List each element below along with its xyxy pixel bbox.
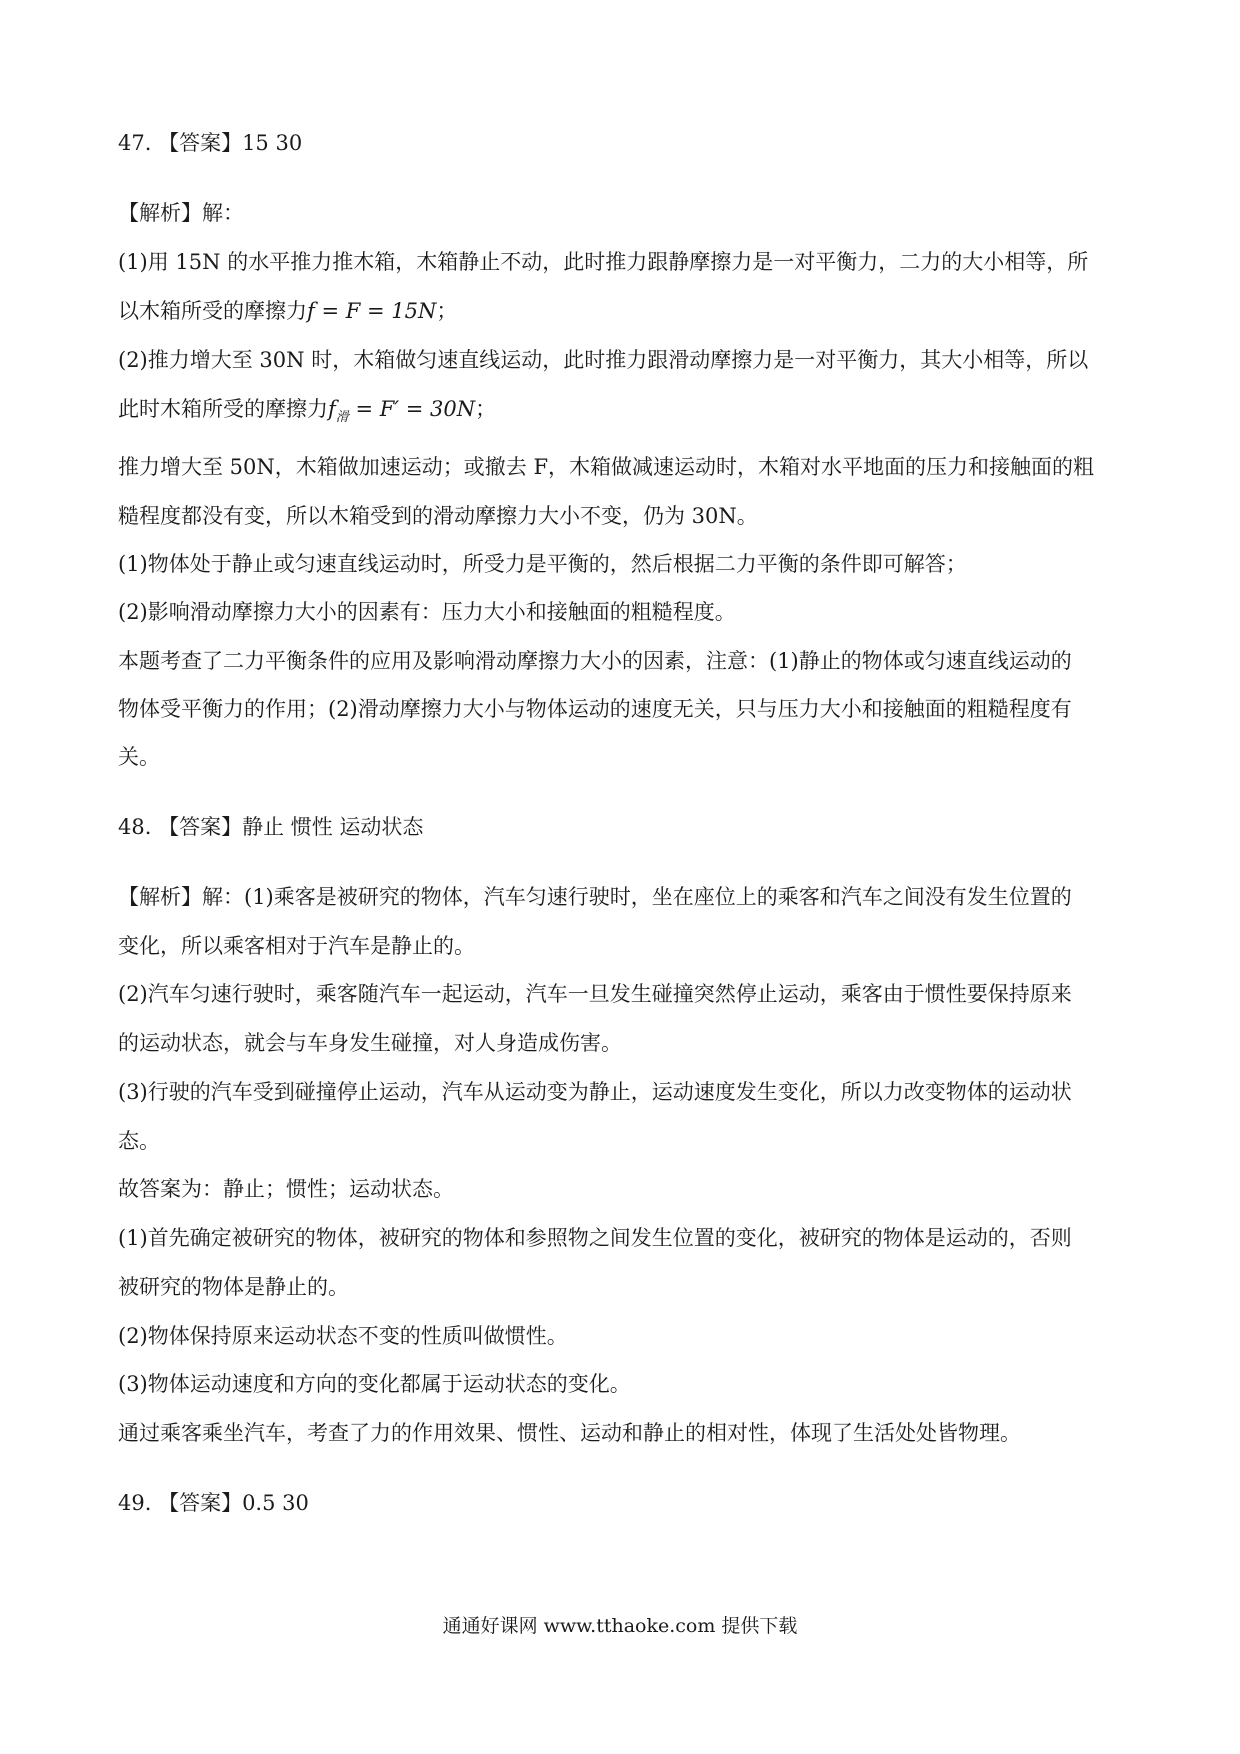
- q47-friction-formula: f = F = 15N: [307, 299, 437, 323]
- q48-line-1: 【解析】解：(1)乘客是被研究的物体，汽车匀速行驶时，坐在座位上的乘客和汽车之间没有发生位置的: [118, 885, 1072, 909]
- page-footer: 通通好课网 www.tthaoke.com 提供下载: [442, 1615, 798, 1637]
- q47-line-2-text: 以木箱所受的摩擦力: [118, 299, 307, 323]
- q47-line-5: 推力增大至 50N，木箱做加速运动；或撤去 F，木箱做减速运动时，木箱对水平地面的压力和接触面的粗: [118, 455, 1095, 479]
- q47-answer: 47. 【答案】15 30: [118, 131, 303, 155]
- q48-line-9: 被研究的物体是静止的。: [118, 1275, 349, 1299]
- q48-line-2: 变化，所以乘客相对于汽车是静止的。: [118, 934, 475, 958]
- q47-sliding-friction-formula: = F′ = 30N: [348, 397, 476, 421]
- q48-line-8: (1)首先确定被研究的物体，被研究的物体和参照物之间发生位置的变化，被研究的物体是运动的，否则: [118, 1226, 1072, 1250]
- q48-line-5: (3)行驶的汽车受到碰撞停止运动，汽车从运动变为静止，运动速度发生变化，所以力改变物体的运动状: [118, 1080, 1072, 1104]
- q47-line-2: [118, 296, 1130, 326]
- q48-line-3: (2)汽车匀速行驶时，乘客随汽车一起运动，汽车一旦发生碰撞突然停止运动，乘客由于惯性要保持原来: [118, 982, 1072, 1006]
- q48-line-7: 故答案为：静止；惯性；运动状态。: [118, 1177, 454, 1201]
- q48-line-11: (3)物体运动速度和方向的变化都属于运动状态的变化。: [118, 1372, 631, 1396]
- q47-line-8: (2)影响滑动摩擦力大小的因素有：压力大小和接触面的粗糙程度。: [118, 600, 736, 624]
- q49-answer: 49. 【答案】0.5 30: [118, 1491, 309, 1515]
- q47-line-4-end: ；: [475, 397, 497, 421]
- q47-line-10: 物体受平衡力的作用；(2)滑动摩擦力大小与物体运动的速度无关，只与压力大小和接触面的粗糙程度有: [118, 697, 1072, 721]
- q48-line-4: 的运动状态，就会与车身发生碰撞，对人身造成伤害。: [118, 1031, 622, 1055]
- q47-line-4: [118, 394, 1130, 433]
- q47-line-2-end: ；: [436, 299, 458, 323]
- q47-line-9: 本题考查了二力平衡条件的应用及影响滑动摩擦力大小的因素，注意：(1)静止的物体或匀速直线运动的: [118, 649, 1072, 673]
- q48-answer: 48. 【答案】静止 惯性 运动状态: [118, 815, 424, 839]
- q47-line-6: 糙程度都没有变，所以木箱受到的滑动摩擦力大小不变，仍为 30N。: [118, 504, 758, 528]
- q47-sliding-friction-symbol: f: [328, 397, 336, 421]
- q48-line-6: 态。: [118, 1129, 160, 1153]
- q47-line-1: (1)用 15N 的水平推力推木箱，木箱静止不动，此时推力跟静摩擦力是一对平衡力，二力的大小相等，所: [118, 250, 1089, 274]
- q47-sliding-subscript: 滑: [335, 410, 349, 425]
- q47-analysis-heading: 【解析】解：: [118, 201, 244, 225]
- q47-line-11: 关。: [118, 745, 160, 769]
- q48-line-12: 通过乘客乘坐汽车，考查了力的作用效果、惯性、运动和静止的相对性，体现了生活处处皆物理。: [118, 1421, 1021, 1445]
- q47-line-4-text: 此时木箱所受的摩擦力: [118, 397, 328, 421]
- q47-line-7: (1)物体处于静止或匀速直线运动时，所受力是平衡的，然后根据二力平衡的条件即可解答；: [118, 552, 967, 576]
- q47-line-3: (2)推力增大至 30N 时，木箱做匀速直线运动，此时推力跟滑动摩擦力是一对平衡力，其大小相等，所以: [118, 348, 1089, 372]
- q48-line-10: (2)物体保持原来运动状态不变的性质叫做惯性。: [118, 1324, 568, 1348]
